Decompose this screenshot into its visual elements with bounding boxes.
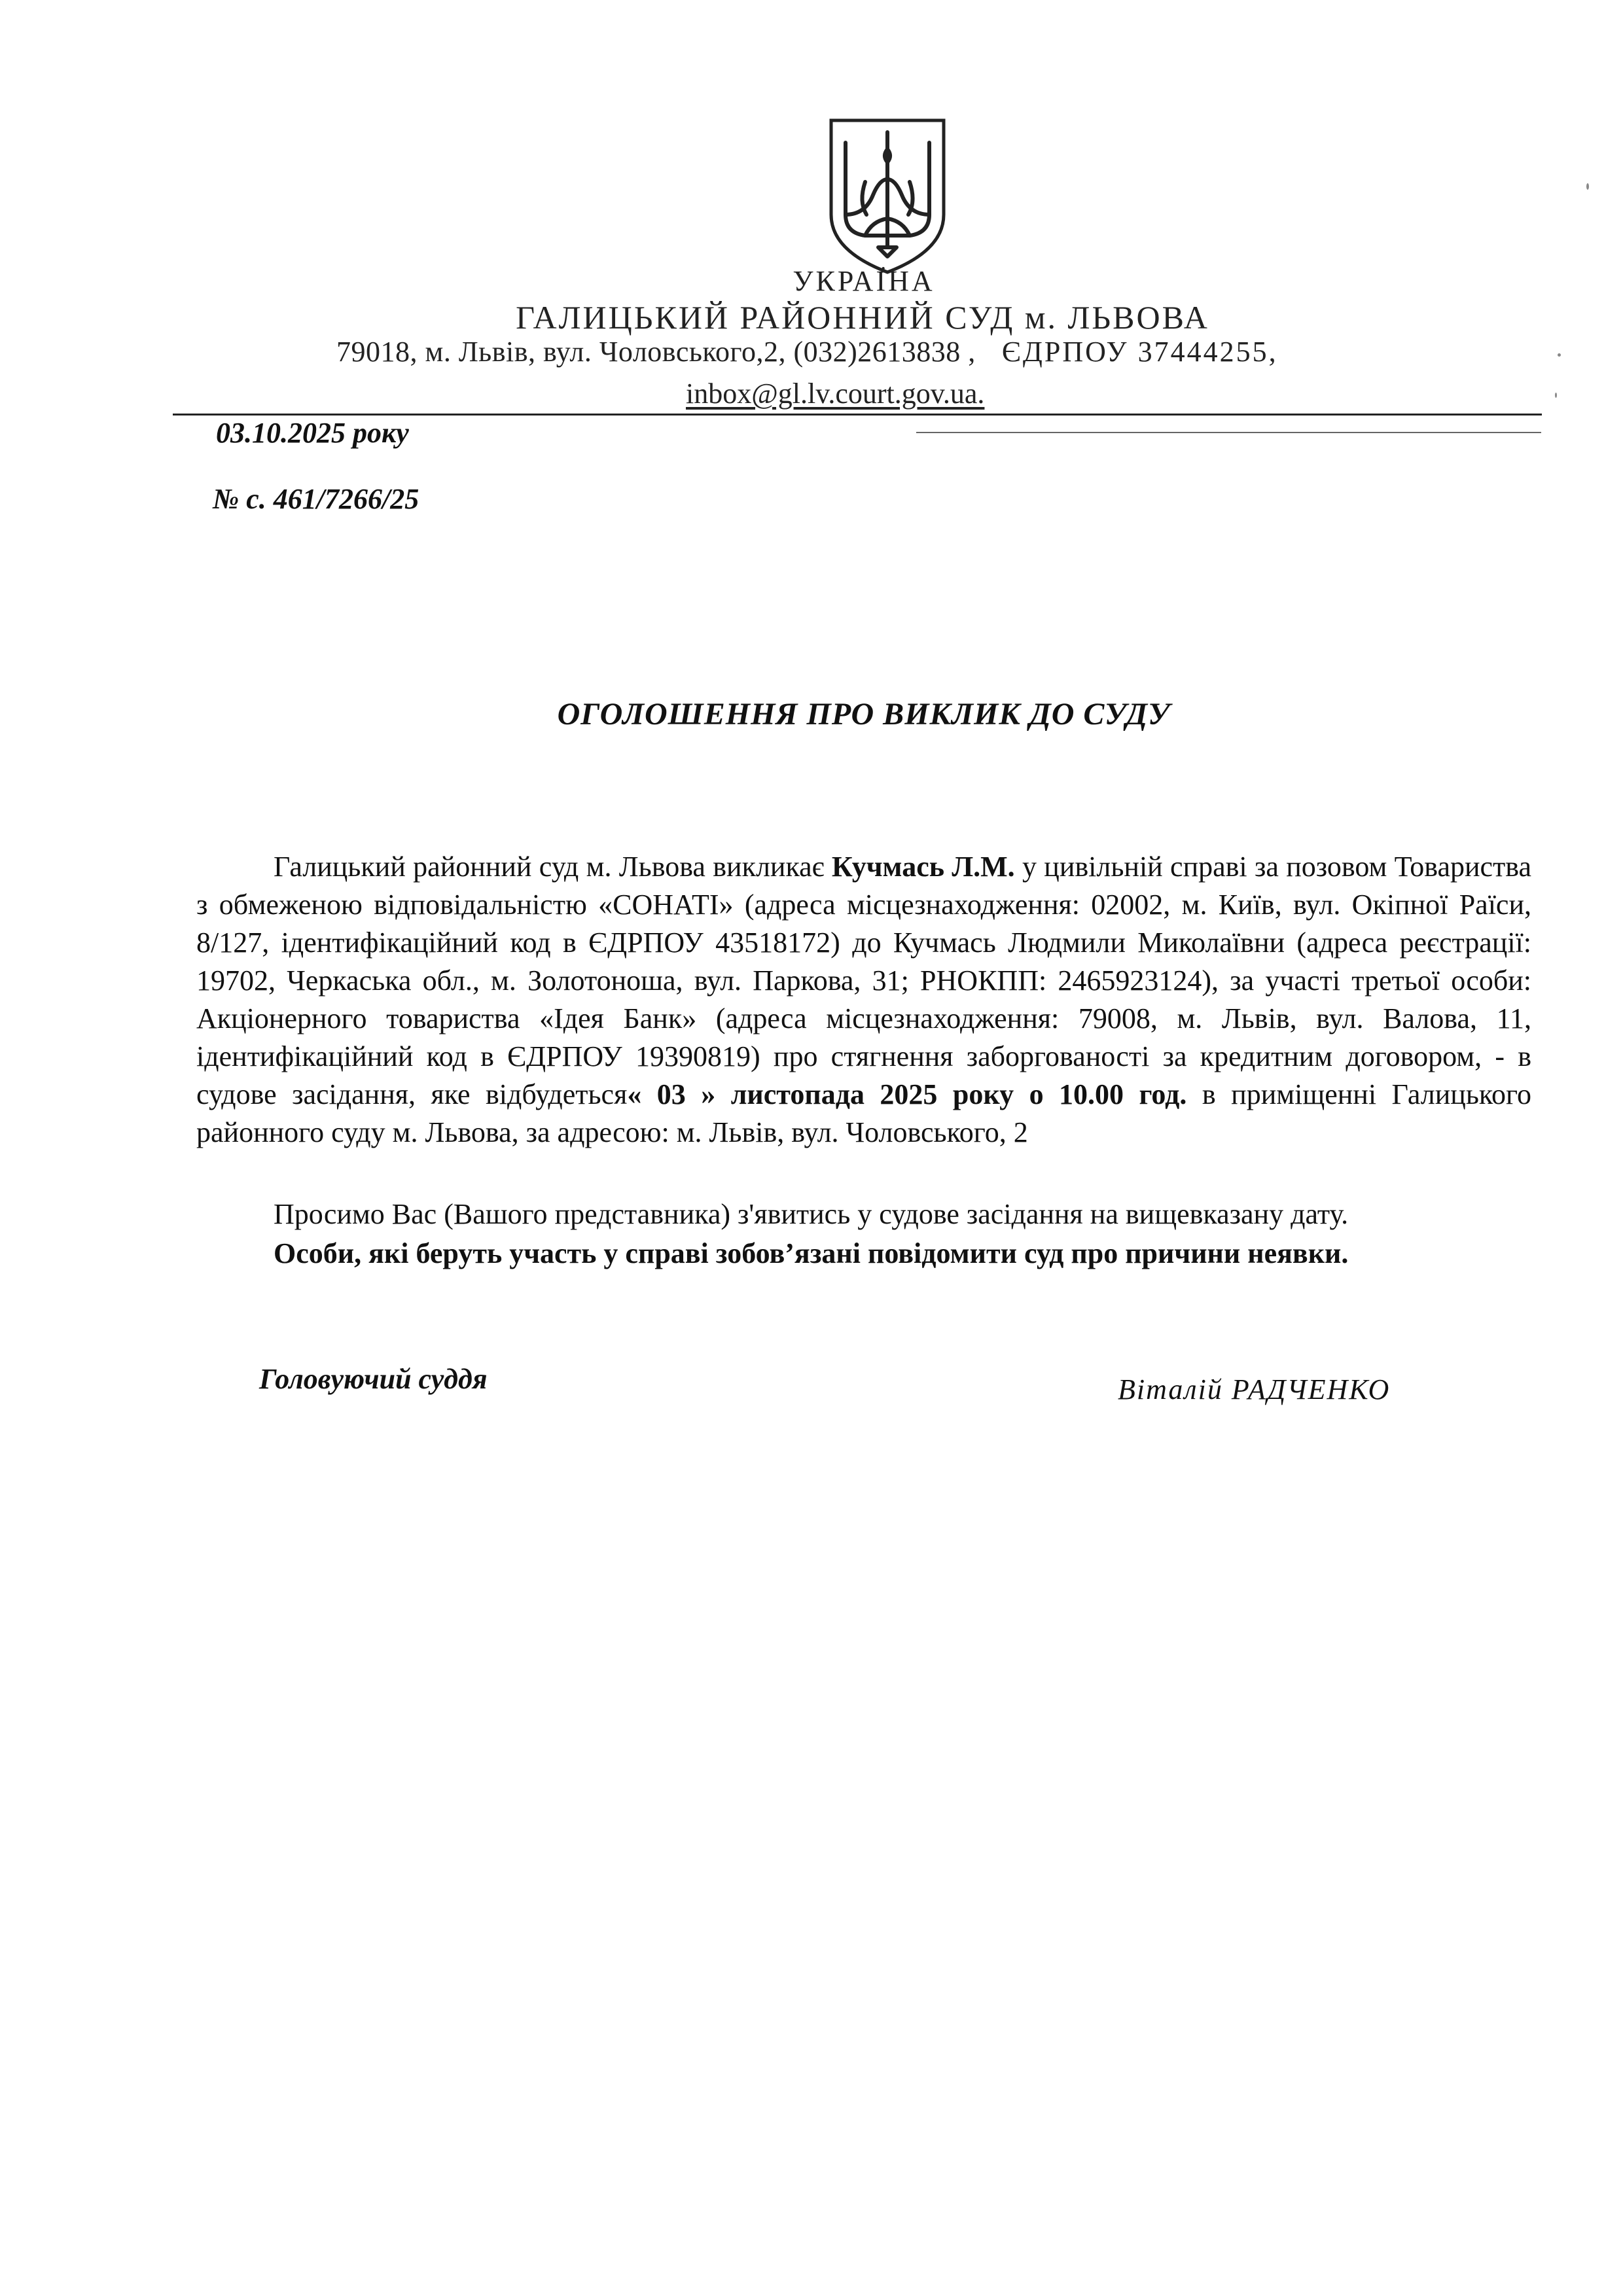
court-name: ГАЛИЦЬКИЙ РАЙОННИЙ СУД м. ЛЬВОВА bbox=[516, 299, 1209, 336]
country-name: УКРАЇНА bbox=[793, 265, 935, 297]
court-address bbox=[336, 335, 1278, 368]
scan-speck bbox=[1558, 353, 1561, 357]
scan-speck bbox=[1586, 183, 1589, 190]
header-divider-secondary bbox=[916, 432, 1541, 433]
signature-name: Віталій РАДЧЕНКО bbox=[1118, 1373, 1391, 1405]
document-title: ОГОЛОШЕННЯ ПРО ВИКЛИК ДО СУДУ bbox=[557, 697, 1171, 732]
header-divider bbox=[173, 414, 1542, 415]
summons-paragraph bbox=[196, 848, 1531, 1152]
summons-text-location: в приміщенні Галицького районного суду м. Львова, за адресою: м. Львів, вул. Чоловського, 2 bbox=[196, 1078, 1531, 1148]
signature-role: Головуючий суддя bbox=[259, 1363, 488, 1395]
summons-text-intro: Галицький районний суд м. Львова викликає bbox=[274, 851, 832, 883]
summons-text-case: у цивільній справі за позовом Товариства з обмеженою відповідальністю «СОНАТІ» (адреса місцезнаходження: 02002, м. Київ, вул. Окіпної Раїси, 8/127, ідентифікаційний код в ЄДРПОУ 43518172) до Кучмась Людмили Миколаївни (адреса реєстрації: 19702, Черкаська обл., м. Золотоноша, вул. Паркова, 31; РНОКПП: 2465923124), за участі третьої особи: Акціонерного товариства «Ідея Банк» (адреса місцезнаходження: 79008, м. Львів, вул. Валова, 11, ідентифікаційний код в ЄДРПОУ 19390819) про стягнення заборгованості за кредитним договором, - в судове засідання, яке відбудеться bbox=[196, 851, 1532, 1110]
hearing-datetime: « 03 » листопада 2025 року о 10.00 год. bbox=[627, 1078, 1187, 1110]
document-date: 03.10.2025 року bbox=[216, 417, 409, 449]
defendant-name: Кучмась Л.М. bbox=[831, 851, 1015, 883]
address-text: 79018, м. Львів, вул. Чоловського,2, (032)2613838 , bbox=[336, 336, 976, 368]
edrpou-code: ЄДРПОУ 37444255, bbox=[1001, 336, 1278, 368]
ukraine-trident-icon bbox=[826, 116, 949, 276]
absence-notice-obligation: Особи, які беруть участь у справі зобов’язані повідомити суд про причини неявки. bbox=[274, 1237, 1349, 1269]
appearance-request: Просимо Вас (Вашого представника) з'явитись у судове засідання на вищевказану дату. bbox=[274, 1198, 1349, 1230]
case-number: № с. 461/7266/25 bbox=[213, 483, 419, 515]
court-email-link[interactable]: inbox@gl.lv.court.gov.ua. bbox=[686, 378, 985, 410]
scan-speck bbox=[1555, 393, 1557, 398]
